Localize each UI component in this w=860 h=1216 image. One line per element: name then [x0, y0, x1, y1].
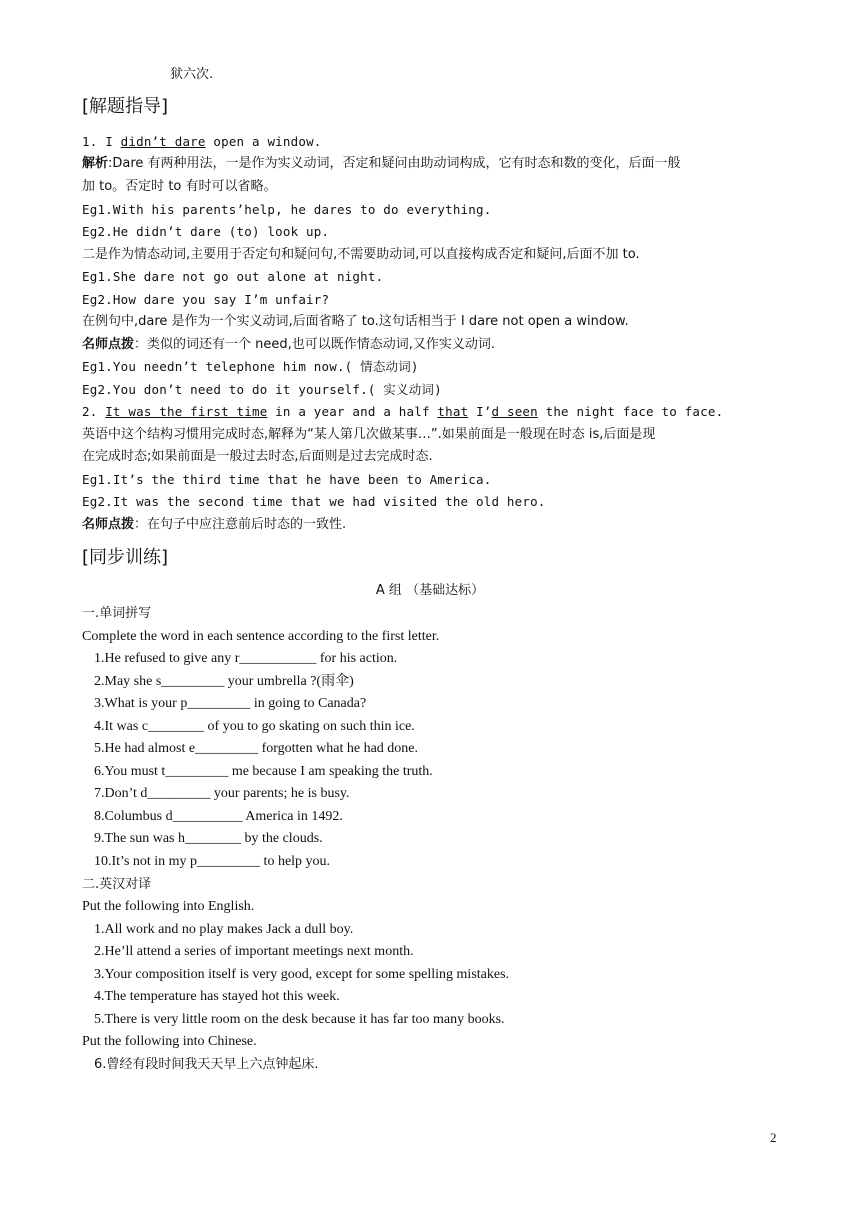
- underlined-phrase: didn’t dare: [120, 134, 206, 149]
- list-item: 5.He had almost e_________ forgotten what he had done.: [94, 741, 419, 756]
- page-number: 2: [770, 1130, 777, 1145]
- list-item: 7.Don’t d_________ your parents; he is busy.: [94, 786, 350, 801]
- list-item: 8.Columbus d__________ America in 1492.: [94, 809, 343, 824]
- tip-example: Eg2.You don’t need to do it yourself.( 实义动词): [82, 382, 442, 397]
- part1-instruction: Complete the word in each sentence according to the first letter.: [82, 629, 440, 644]
- analysis-line-2: 加 to。否定时 to 有时可以省略。: [82, 179, 277, 194]
- structure-example: Eg1.It’s the third time that he have been to America.: [82, 472, 492, 487]
- tip-text: ：类似的词还有一个 need,也可以既作情态动词,又作实义动词.: [134, 337, 496, 352]
- list-item: 6.You must t_________ me because I am speaking the truth.: [94, 764, 433, 779]
- sentence-part: in a year and a half: [275, 404, 430, 419]
- list-item: 3.Your composition itself is very good, except for some spelling mistakes.: [94, 967, 510, 982]
- analysis-line-4: 在例句中,dare 是作为一个实义动词,后面省略了 to.这句话相当于 I dare not open a window.: [82, 314, 629, 329]
- section-title-guidance: [解题指导]: [82, 96, 169, 117]
- list-item: 9.The sun was h________ by the clouds.: [94, 831, 323, 846]
- analysis-line-3: 二是作为情态动词,主要用于否定句和疑问句,不需要助动词,可以直接构成否定和疑问,后面不加 to.: [82, 247, 640, 262]
- continuation-line: 狱六次.: [170, 67, 214, 82]
- list-item: 2.May she s_________ your umbrella ?(雨伞): [94, 674, 354, 689]
- tip-text: ：在句子中应注意前后时态的一致性.: [134, 517, 347, 532]
- analysis-example: Eg2.How dare you say I’m unfair?: [82, 292, 330, 307]
- underlined-phrase: d seen: [491, 404, 538, 419]
- sentence-part: open a window.: [213, 134, 322, 149]
- list-item: 3.What is your p_________ in going to Canada?: [94, 696, 367, 711]
- structure-explanation-2: 在完成时态;如果前面是一般过去时态,后面则是过去完成时态.: [82, 449, 433, 464]
- part2-instruction-chinese: Put the following into Chinese.: [82, 1034, 257, 1049]
- teacher-tip-2: [82, 516, 346, 534]
- item-number: 1.: [82, 134, 98, 149]
- part2-title: 二.英汉对译: [82, 877, 152, 892]
- list-item: 5.There is very little room on the desk because it has far too many books.: [94, 1012, 505, 1027]
- sentence-part: I: [105, 134, 113, 149]
- analysis-paragraph: [82, 155, 681, 173]
- list-item: 2.He’ll attend a series of important meetings next month.: [94, 944, 414, 959]
- analysis-example: Eg1.With his parents’help, he dares to do everything.: [82, 202, 492, 217]
- structure-example: Eg2.It was the second time that we had visited the old hero.: [82, 494, 546, 509]
- list-item: 1.He refused to give any r___________ for his action.: [94, 651, 398, 666]
- part2-instruction-english: Put the following into English.: [82, 899, 255, 914]
- item-number: 2.: [82, 404, 98, 419]
- tip-label: 名师点拨: [82, 337, 135, 352]
- list-item: 6.曾经有段时间我天天早上六点钟起床.: [94, 1057, 319, 1072]
- underlined-phrase: It was the first time: [105, 404, 268, 419]
- structure-explanation: 英语中这个结构习惯用完成时态,解释为“某人第几次做某事…”.如果前面是一般现在时态 is,后面是现: [82, 427, 656, 442]
- underlined-phrase: that: [437, 404, 469, 419]
- list-item: 10.It’s not in my p_________ to help you.: [94, 854, 331, 869]
- sentence-part: the night face to face.: [545, 404, 724, 419]
- example-sentence-2: [82, 403, 723, 421]
- list-item: 1.All work and no play makes Jack a dull boy.: [94, 922, 354, 937]
- example-sentence-1: [82, 133, 322, 151]
- section-title-practice: [同步训练]: [82, 547, 169, 568]
- tip-example: Eg1.You needn’t telephone him now.( 情态动词): [82, 359, 419, 374]
- analysis-label: 解析: [82, 156, 109, 171]
- analysis-text: :Dare 有两种用法，一是作为实义动词，否定和疑问由助动词构成，它有时态和数的变化，后面一般: [108, 156, 681, 171]
- sentence-part: I’: [476, 404, 492, 419]
- teacher-tip: [82, 336, 495, 354]
- group-title: A 组 （基础达标）: [375, 583, 485, 598]
- tip-label: 名师点拨: [82, 517, 135, 532]
- part1-title: 一.单词拼写: [82, 606, 152, 621]
- analysis-example: Eg1.She dare not go out alone at night.: [82, 269, 384, 284]
- list-item: 4.It was c________ of you to go skating on such thin ice.: [94, 719, 415, 734]
- analysis-example: Eg2.He didn’t dare (to) look up.: [82, 224, 330, 239]
- list-item: 4.The temperature has stayed hot this week.: [94, 989, 340, 1004]
